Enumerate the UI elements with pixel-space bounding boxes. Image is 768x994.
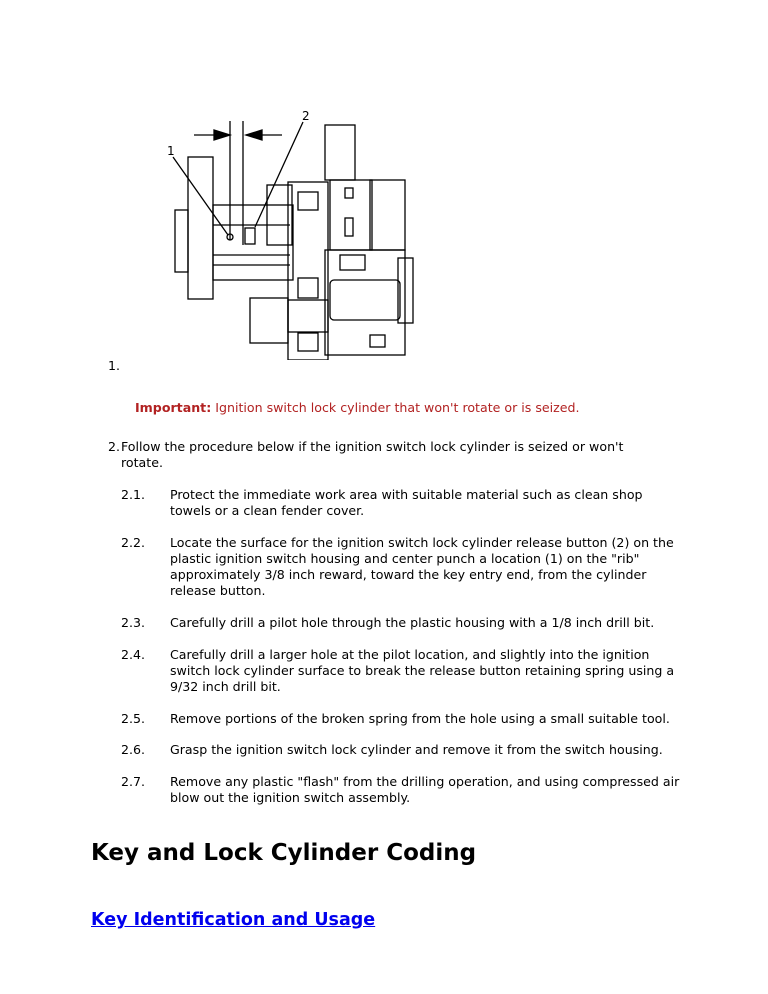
substep bbox=[121, 615, 681, 631]
substep bbox=[121, 774, 681, 806]
substep-text: Grasp the ignition switch lock cylinder and remove it from the switch housing. bbox=[170, 742, 663, 757]
ignition-switch-diagram bbox=[160, 105, 430, 360]
step-number: 2. bbox=[108, 439, 121, 454]
important-label: Important: bbox=[135, 400, 212, 415]
callout-1: 1 bbox=[167, 144, 175, 158]
substep-number: 2.2. bbox=[121, 535, 146, 550]
substep bbox=[121, 742, 681, 758]
key-identification-link[interactable]: Key Identification and Usage bbox=[91, 910, 376, 930]
step-text: Follow the procedure below if the ignition switch lock cylinder is seized or won't rotate. bbox=[121, 439, 624, 470]
substep-text: Remove any plastic "flash" from the drilling operation, and using compressed air blow out the ignition switch assembly. bbox=[170, 774, 680, 805]
substep-number: 2.1. bbox=[121, 487, 146, 502]
important-text: Ignition switch lock cylinder that won't rotate or is seized. bbox=[215, 400, 580, 415]
substep-text: Locate the surface for the ignition switch lock cylinder release button (2) on the plastic ignition switch housing and center punch a location (1) on the "rib" approximately 3/8 inch reward, toward the key entry end, from the cylinder release button. bbox=[170, 535, 674, 598]
callout-2: 2 bbox=[302, 109, 310, 123]
substep-text: Carefully drill a pilot hole through the plastic housing with a 1/8 inch drill bit. bbox=[170, 615, 655, 630]
substep bbox=[121, 535, 681, 599]
substep-number: 2.5. bbox=[121, 711, 146, 726]
substep-text: Protect the immediate work area with suitable material such as clean shop towels or a clean fender cover. bbox=[170, 487, 643, 518]
substep-number: 2.3. bbox=[121, 615, 146, 630]
substep bbox=[121, 487, 681, 519]
substep-number: 2.6. bbox=[121, 742, 146, 757]
step-2 bbox=[108, 439, 668, 471]
substep-text: Remove portions of the broken spring from the hole using a small suitable tool. bbox=[170, 711, 670, 726]
substep bbox=[121, 647, 681, 695]
substep-number: 2.7. bbox=[121, 774, 146, 789]
important-note bbox=[135, 400, 580, 416]
figure-number: 1. bbox=[108, 358, 121, 373]
section-heading: Key and Lock Cylinder Coding bbox=[91, 840, 477, 866]
substep bbox=[121, 711, 681, 727]
substep-text: Carefully drill a larger hole at the pilot location, and slightly into the ignition switch lock cylinder surface to break the release button retaining spring using a 9/32 inch drill bit. bbox=[170, 647, 675, 694]
substep-number: 2.4. bbox=[121, 647, 146, 662]
